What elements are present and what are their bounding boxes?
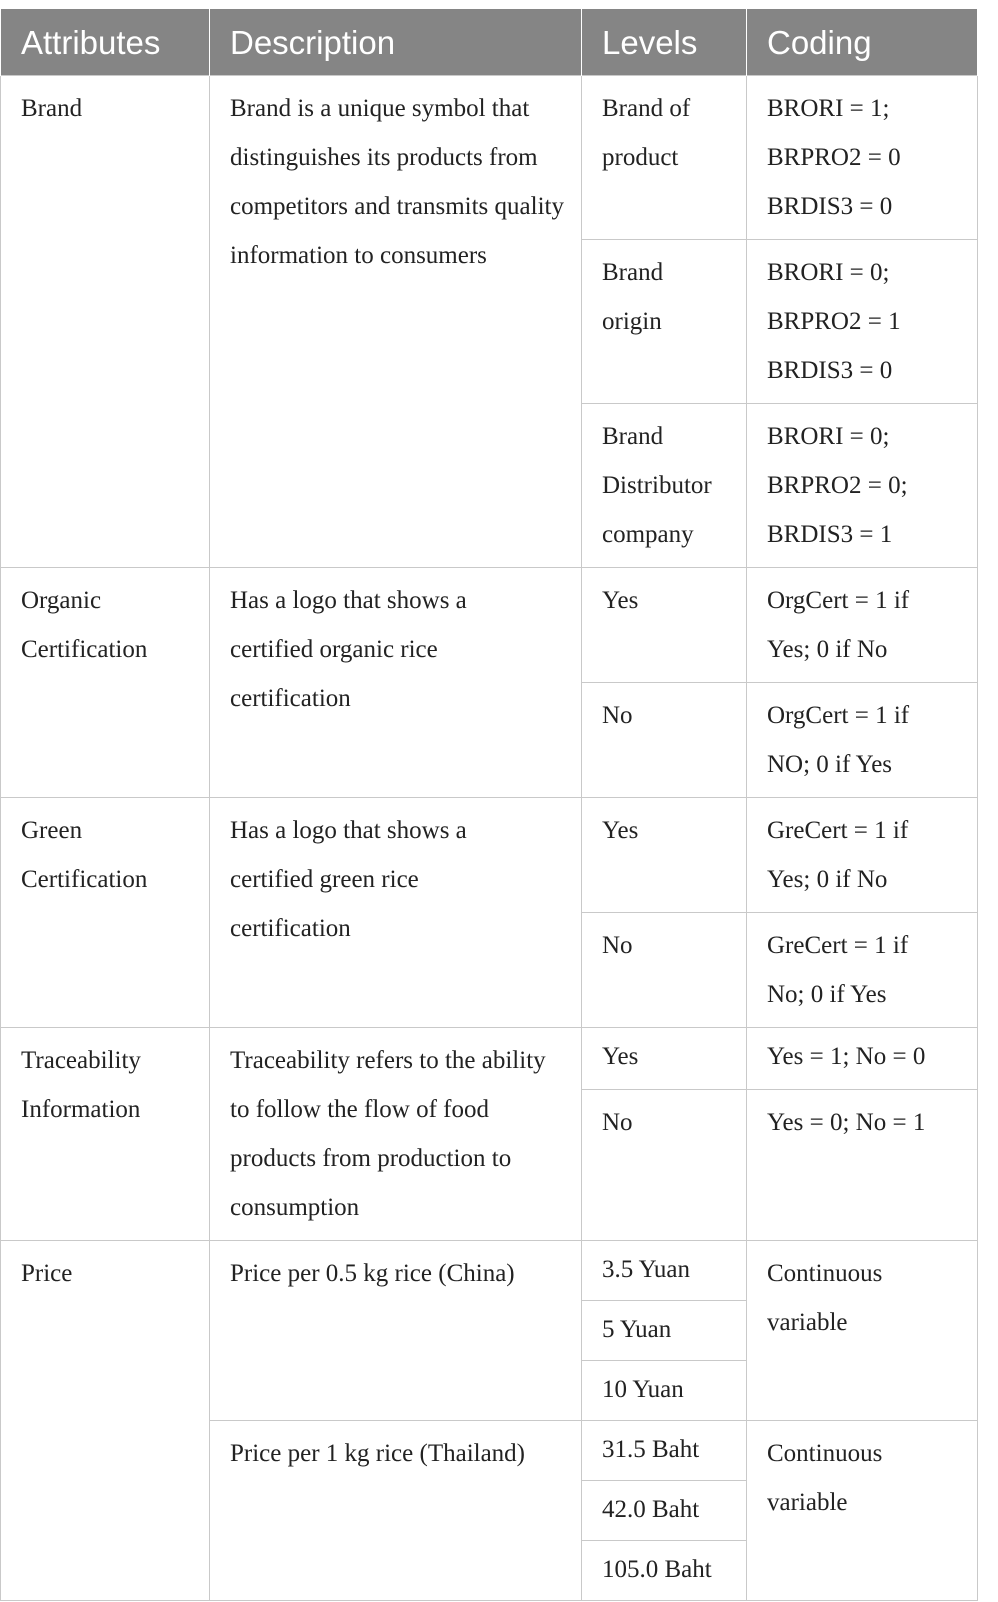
level-cell: No	[582, 683, 747, 798]
coding-cell	[747, 76, 978, 240]
coding-cell: GreCert = 1 if Yes; 0 if No	[747, 798, 978, 913]
level-cell: No	[582, 913, 747, 1028]
level-cell: 105.0 Baht	[582, 1541, 747, 1601]
coding-line: BRPRO2 = 0	[767, 144, 901, 171]
header-row	[1, 9, 978, 76]
attribute-cell: Organic Certification	[1, 568, 210, 798]
coding-cell: OrgCert = 1 if Yes; 0 if No	[747, 568, 978, 683]
coding-cell	[747, 240, 978, 404]
description-cell: Brand is a unique symbol that distinguishes its products from competitors and transmits quality information to consumers	[210, 76, 582, 568]
coding-cell: OrgCert = 1 if NO; 0 if Yes	[747, 683, 978, 798]
coding-line: BRPRO2 = 1	[767, 308, 901, 335]
coding-line: BRPRO2 = 0;	[767, 472, 908, 499]
attribute-cell: Green Certification	[1, 798, 210, 1028]
coding-line: BRORI = 0;	[767, 423, 890, 450]
coding-line: BRDIS3 = 0	[767, 193, 893, 220]
coding-line: BRORI = 1;	[767, 95, 890, 122]
description-cell: Price per 0.5 kg rice (China)	[210, 1241, 582, 1421]
level-cell: Brand origin	[582, 240, 747, 404]
attributes-table	[0, 9, 978, 1601]
coding-line: BRDIS3 = 0	[767, 357, 893, 384]
table-row	[1, 568, 978, 683]
attribute-cell: Brand	[1, 76, 210, 568]
level-cell: 31.5 Baht	[582, 1421, 747, 1481]
level-cell: 10 Yuan	[582, 1361, 747, 1421]
table-row	[1, 1241, 978, 1301]
table-row	[1, 798, 978, 913]
coding-cell: Yes = 0; No = 1	[747, 1090, 978, 1241]
level-cell: 5 Yuan	[582, 1301, 747, 1361]
coding-cell: GreCert = 1 if No; 0 if Yes	[747, 913, 978, 1028]
attribute-cell: Price	[1, 1241, 210, 1601]
level-cell: Brand of product	[582, 76, 747, 240]
attribute-cell: Traceability Information	[1, 1028, 210, 1241]
coding-cell: Yes = 1; No = 0	[747, 1028, 978, 1090]
header-description: Description	[210, 9, 582, 76]
coding-cell: Continuous variable	[747, 1241, 978, 1421]
level-cell: Brand Distributor company	[582, 404, 747, 568]
description-cell: Has a logo that shows a certified green rice certification	[210, 798, 582, 1028]
level-cell: 42.0 Baht	[582, 1481, 747, 1541]
level-cell: Yes	[582, 568, 747, 683]
description-cell: Has a logo that shows a certified organic rice certification	[210, 568, 582, 798]
table-row	[1, 1028, 978, 1090]
coding-line: BRDIS3 = 1	[767, 521, 893, 548]
level-cell: Yes	[582, 1028, 747, 1090]
coding-cell	[747, 404, 978, 568]
header-attributes: Attributes	[1, 9, 210, 76]
level-cell: No	[582, 1090, 747, 1241]
header-coding: Coding	[747, 9, 978, 76]
header-levels: Levels	[582, 9, 747, 76]
table-row	[1, 76, 978, 240]
level-cell: 3.5 Yuan	[582, 1241, 747, 1301]
level-cell: Yes	[582, 798, 747, 913]
coding-cell: Continuous variable	[747, 1421, 978, 1601]
coding-line: BRORI = 0;	[767, 259, 890, 286]
description-cell: Traceability refers to the ability to follow the flow of food products from production to consumption	[210, 1028, 582, 1241]
description-cell: Price per 1 kg rice (Thailand)	[210, 1421, 582, 1601]
